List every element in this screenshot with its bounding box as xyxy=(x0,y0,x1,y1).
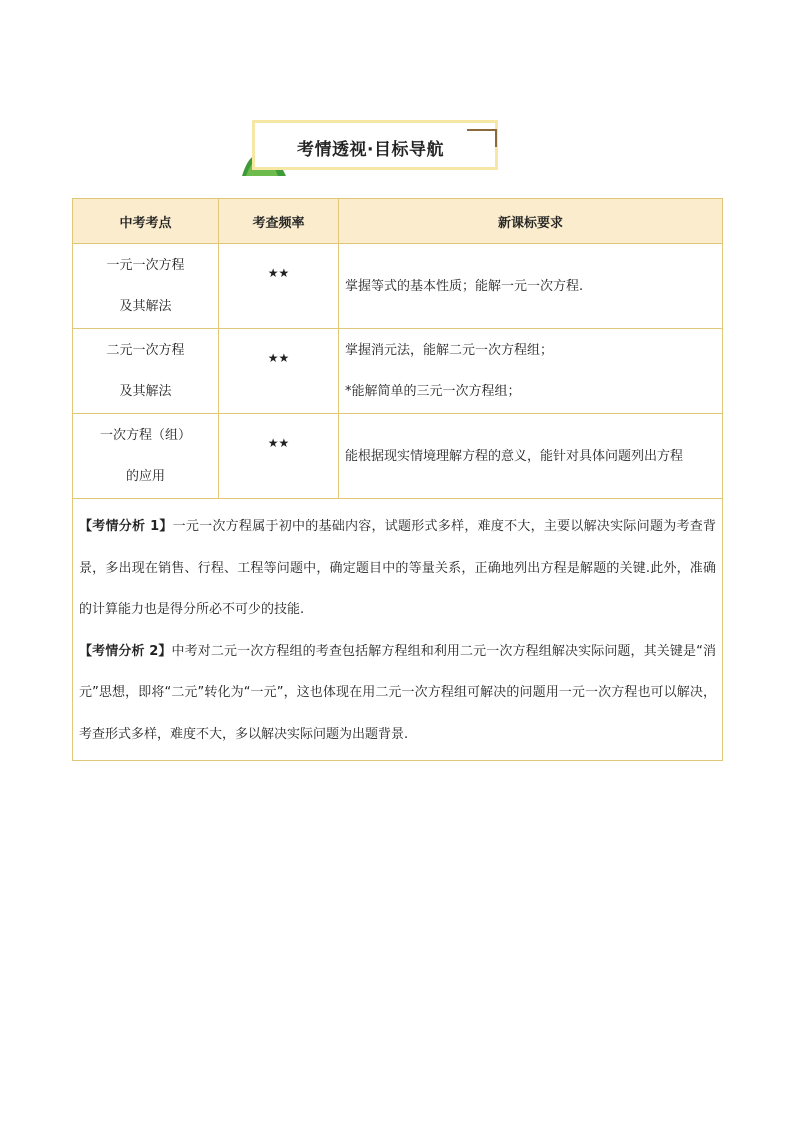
analysis-text-1: 一元一次方程属于初中的基础内容，试题形式多样，难度不大，主要以解决实际问题为考查背景，多出现在销售、行程、工程等问题中，确定题目中的等量关系，正确地列出方程是解题的关键.此外，准确的计算能力也是得分所必不可少的技能. xyxy=(79,519,716,617)
topic-cell xyxy=(73,329,219,414)
analysis-heading-2: 【考情分析 2】 xyxy=(79,643,172,659)
frequency-stars: ★★ xyxy=(219,414,339,499)
section-banner xyxy=(242,118,504,178)
table-row xyxy=(73,414,723,499)
topic-cell xyxy=(73,244,219,329)
banner-title: 考情透视·目标导航 xyxy=(297,140,444,160)
requirement-cell xyxy=(339,414,723,499)
requirement-line: 能根据现实情境理解方程的意义，能针对具体问题列出方程 xyxy=(345,448,684,464)
topic-cell xyxy=(73,414,219,499)
requirement-line: 掌握消元法，能解二元一次方程组； xyxy=(345,343,554,358)
topic-line: 一次方程（组） xyxy=(99,428,191,443)
table-header-row xyxy=(73,199,723,244)
header-frequency: 考查频率 xyxy=(219,199,339,244)
table-row xyxy=(73,244,723,329)
analysis-heading-1: 【考情分析 1】 xyxy=(79,519,173,534)
requirement-line: *能解简单的三元一次方程组； xyxy=(345,384,521,399)
analysis-cell xyxy=(73,499,723,761)
analysis-paragraph-2 xyxy=(79,631,716,756)
header-requirement: 新课标要求 xyxy=(339,199,723,244)
banner-accent-tick xyxy=(495,131,497,147)
topic-line: 及其解法 xyxy=(119,384,172,399)
topic-line: 的应用 xyxy=(125,469,165,484)
requirement-cell xyxy=(339,329,723,414)
requirement-line: 掌握等式的基本性质；能解一元一次方程. xyxy=(345,278,584,294)
banner-accent-line xyxy=(467,129,497,131)
analysis-paragraph-1 xyxy=(79,506,716,631)
requirement-cell xyxy=(339,244,723,329)
analysis-text-2: 中考对二元一次方程组的考查包括解方程组和利用二元一次方程组解决实际问题，其关键是“消元”思想，即将“二元”转化为“一元”，这也体现在用二元一次方程组可解决的问题用一元一次方程也可以解决，考查形式多样，难度不大，多以解决实际问题为出题背景. xyxy=(79,643,716,742)
exam-table xyxy=(72,198,723,761)
topic-line: 及其解法 xyxy=(119,299,172,314)
topic-line: 二元一次方程 xyxy=(106,343,185,358)
topic-line: 一元一次方程 xyxy=(106,258,185,273)
table-row xyxy=(73,329,723,414)
analysis-row xyxy=(73,499,723,761)
header-topic: 中考考点 xyxy=(73,199,219,244)
banner-frame xyxy=(252,120,498,170)
frequency-stars: ★★ xyxy=(219,244,339,329)
frequency-stars: ★★ xyxy=(219,329,339,414)
